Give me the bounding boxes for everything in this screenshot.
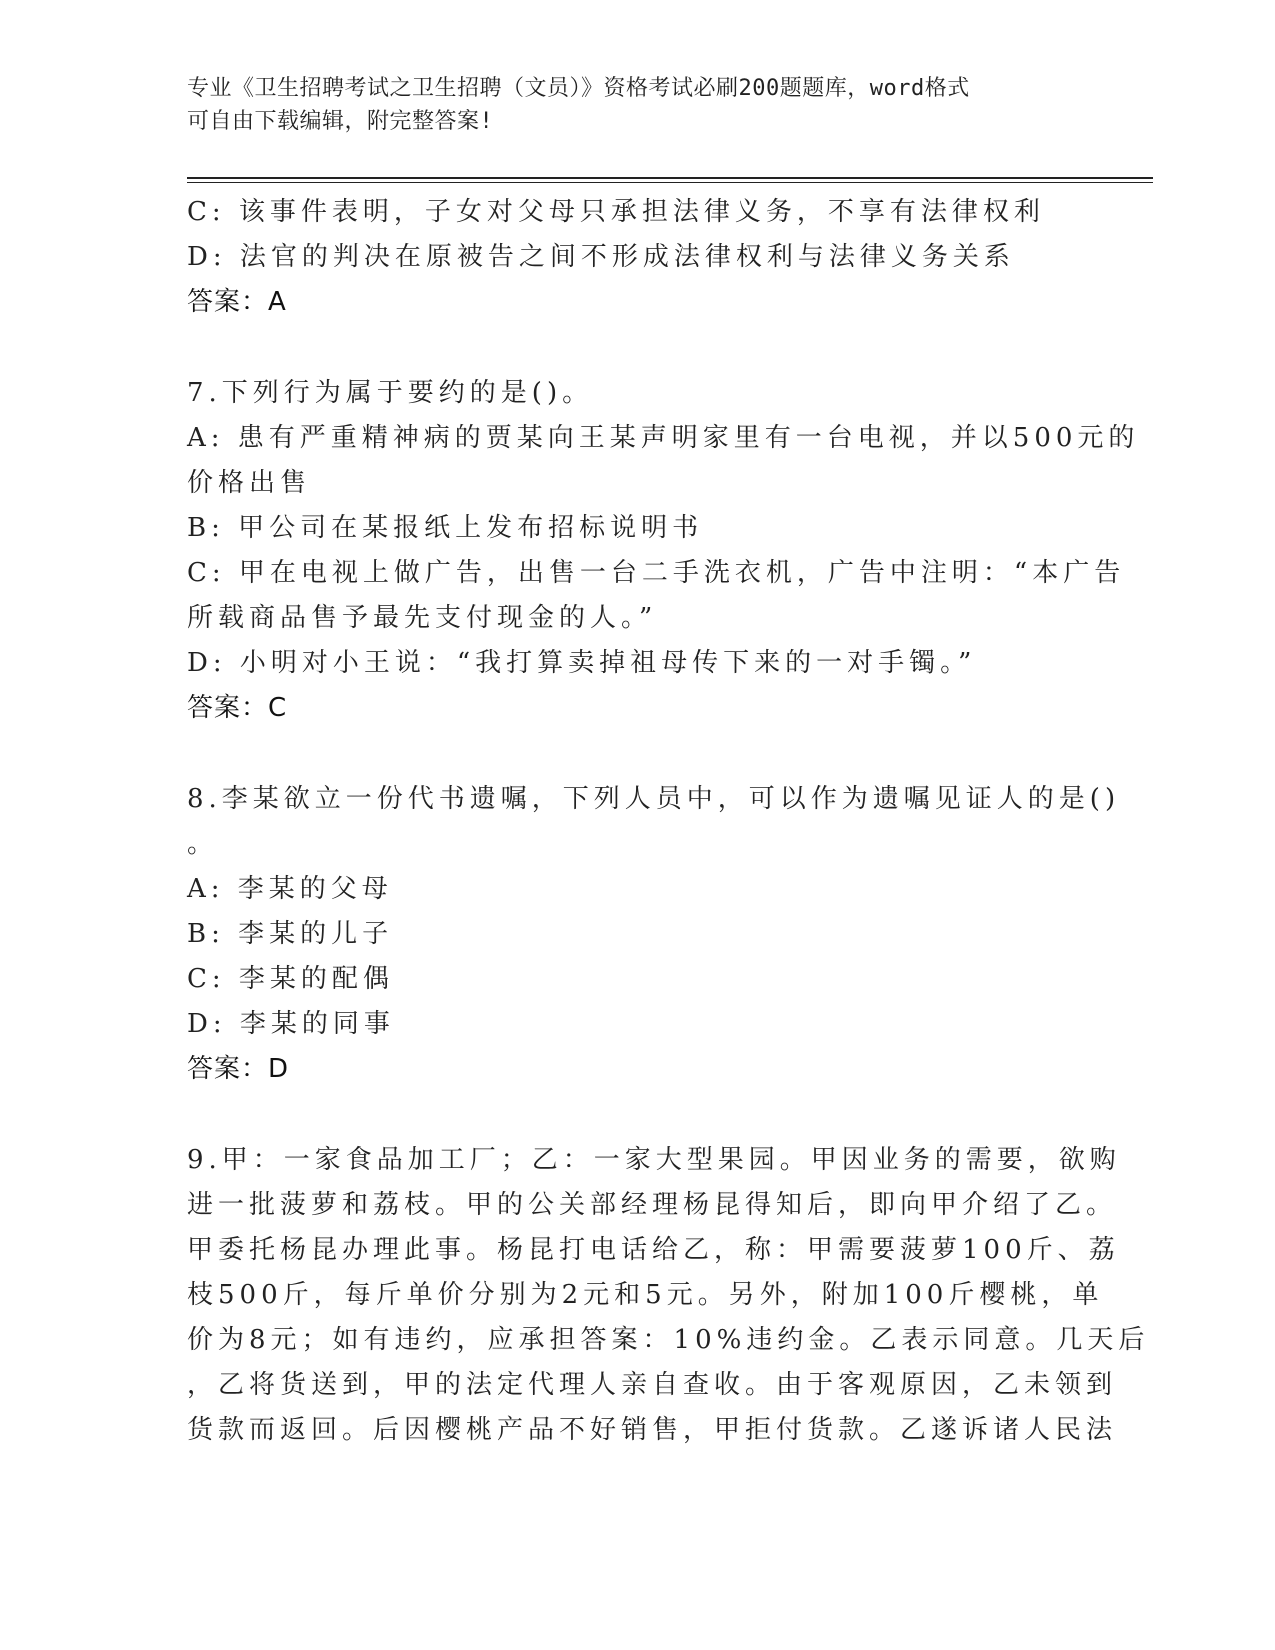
option-a-continuation: 价格出售: [187, 468, 312, 498]
option-c-continuation: 所载商品售予最先支付现金的人。”: [187, 603, 658, 633]
question-stem: 9.甲：一家食品加工厂；乙：一家大型果园。甲因业务的需要，欲购: [187, 1145, 1121, 1175]
option-a: A: 患有严重精神病的贾某向王某声明家里有一台电视，并以500元的: [187, 423, 1140, 453]
question-stem-line: 价为8元；如有违约，应承担答案：10%违约金。乙表示同意。几天后: [187, 1325, 1150, 1355]
option-c: C: 李某的配偶: [187, 964, 394, 994]
question-8: [187, 777, 1121, 1092]
answer-line: 答案：A: [187, 287, 287, 317]
option-b: B: 甲公司在某报纸上发布招标说明书: [187, 513, 704, 543]
question-6-continuation: [187, 190, 1067, 325]
question-7: [187, 371, 1140, 731]
option-c: C: 甲在电视上做广告，出售一台二手洗衣机，广告中注明：“本广告: [187, 558, 1126, 588]
document-header: [187, 72, 1067, 138]
question-stem-line: ，乙将货送到，甲的法定代理人亲自查收。由于客观原因，乙未领到: [187, 1370, 1118, 1400]
question-stem-line: 货款而返回。后因樱桃产品不好销售，甲拒付货款。乙遂诉诸人民法: [187, 1415, 1118, 1445]
header-divider-thin: [187, 182, 1153, 183]
question-stem-continuation: 。: [187, 829, 219, 859]
question-stem-line: 进一批菠萝和荔枝。甲的公关部经理杨昆得知后，即向甲介绍了乙。: [187, 1190, 1118, 1220]
answer-line: 答案：C: [187, 693, 288, 723]
question-9: [187, 1138, 1150, 1453]
spacer: [187, 731, 1067, 777]
spacer: [187, 1092, 1067, 1138]
question-stem-line: 甲委托杨昆办理此事。杨昆打电话给乙，称：甲需要菠萝100斤、荔: [187, 1235, 1120, 1265]
header-title-line-1: 专业《卫生招聘考试之卫生招聘（文员）》资格考试必刷200题题库，word格式: [187, 76, 970, 101]
option-d: D: 法官的判决在原被告之间不形成法律权利与法律义务关系: [187, 242, 1015, 272]
option-d: D: 小明对小王说：“我打算卖掉祖母传下来的一对手镯。”: [187, 648, 977, 678]
option-a: A: 李某的父母: [187, 874, 393, 904]
header-title-line-2: 可自由下载编辑，附完整答案!: [187, 109, 494, 134]
option-b: B: 李某的儿子: [187, 919, 394, 949]
question-stem: 8.李某欲立一份代书遗嘱，下列人员中，可以作为遗嘱见证人的是(): [187, 784, 1121, 814]
question-stem-line: 枝500斤，每斤单价分别为2元和5元。另外，附加100斤樱桃，单: [187, 1280, 1104, 1310]
question-content: [187, 190, 1150, 1453]
spacer: [187, 325, 1067, 371]
option-d: D: 李某的同事: [187, 1009, 395, 1039]
header-divider-thick: [187, 177, 1153, 179]
option-c: C: 该事件表明，子女对父母只承担法律义务，不享有法律权利: [187, 197, 1045, 227]
question-stem: 7.下列行为属于要约的是()。: [187, 378, 594, 408]
answer-line: 答案：D: [187, 1054, 290, 1084]
